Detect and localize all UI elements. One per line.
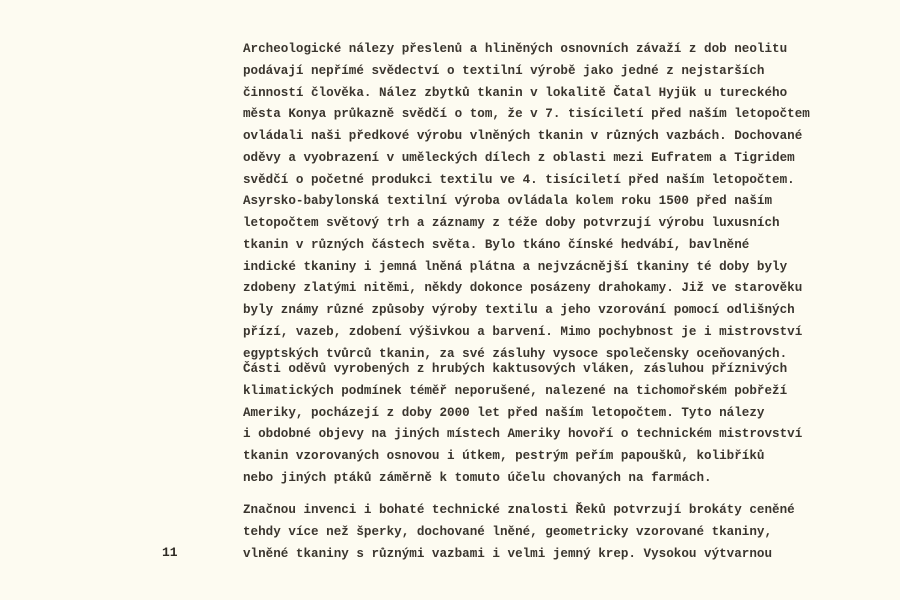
- text-line: ovládali naši předkové výrobu vlněných tkanin v různých vazbách. Dochované: [243, 129, 803, 143]
- text-line: Archeologické nálezy přeslenů a hliněných osnovních závaží z dob neolitu: [243, 42, 788, 56]
- text-line: letopočtem světový trh a záznamy z téže doby potvrzují výrobu luxusních: [243, 216, 780, 230]
- paragraph-americas-textiles: [243, 359, 883, 490]
- text-line: egyptských tvůrců tkanin, za své zásluhy vysoce společensky oceňovaných.: [243, 346, 788, 361]
- text-line: svědčí o početné produkci textilu ve 4. tisíciletí před naším letopočtem.: [243, 172, 795, 187]
- text-line: i obdobné objevy na jiných místech Ameriky hovoří o technickém mistrovství: [243, 427, 803, 442]
- text-line: tkanin vzorovaných osnovou i útkem, pestrým peřím papoušků, kolibříků: [243, 449, 765, 463]
- text-line: vlněné tkaniny s různými vazbami i velmi jemný krep. Vysokou výtvarnou: [243, 546, 773, 561]
- text-line: přízí, vazeb, zdobení výšivkou a barvení. Mimo pochybnost je i mistrovství: [243, 324, 803, 339]
- text-line: podávají nepřímé svědectví o textilní výrobě jako jedné z nejstarších: [243, 63, 765, 78]
- text-line: Značnou invenci i bohaté technické znalosti Řeků potvrzují brokáty ceněné: [243, 503, 795, 517]
- text-line: Asyrsko-babylonská textilní výroba ovládala kolem roku 1500 před naším: [243, 194, 773, 209]
- text-line: indické tkaniny i jemná lněná plátna a nejvzácnější tkaniny té doby byly: [243, 259, 788, 274]
- text-line: oděvy a vyobrazení v uměleckých dílech z oblasti mezi Eufratem a Tigridem: [243, 150, 795, 165]
- paragraph-textile-history-ancient: [243, 39, 883, 365]
- text-line: města Konya průkazně svědčí o tom, že v 7. tisíciletí před naším letopočtem: [243, 107, 810, 122]
- page-number: 11: [162, 545, 178, 560]
- text-line: tehdy více než šperky, dochované lněné, geometricky vzorované tkaniny,: [243, 524, 773, 539]
- text-line: Části oděvů vyrobených z hrubých kaktusových vláken, zásluhou příznivých: [243, 362, 788, 376]
- paragraph-greek-textiles: [243, 500, 883, 565]
- text-line: tkanin v různých částech světa. Bylo tkáno čínské hedvábí, bavlněné: [243, 237, 750, 252]
- text-line: činností člověka. Nález zbytků tkanin v lokalitě Čatal Hyjük u tureckého: [243, 85, 788, 100]
- text-line: klimatických podmínek téměř neporušené, nalezené na tichomořském pobřeží: [243, 383, 788, 398]
- text-line: Ameriky, pocházejí z doby 2000 let před naším letopočtem. Tyto nálezy: [243, 405, 765, 420]
- text-line: zdobeny zlatými nitěmi, někdy dokonce posázeny drahokamy. Již ve starověku: [243, 281, 803, 296]
- text-line: byly známy různé způsoby výroby textilu a jeho vzorování pomocí odlišných: [243, 303, 795, 317]
- text-line: nebo jiných ptáků záměrně k tomuto účelu chovaných na farmách.: [243, 470, 712, 485]
